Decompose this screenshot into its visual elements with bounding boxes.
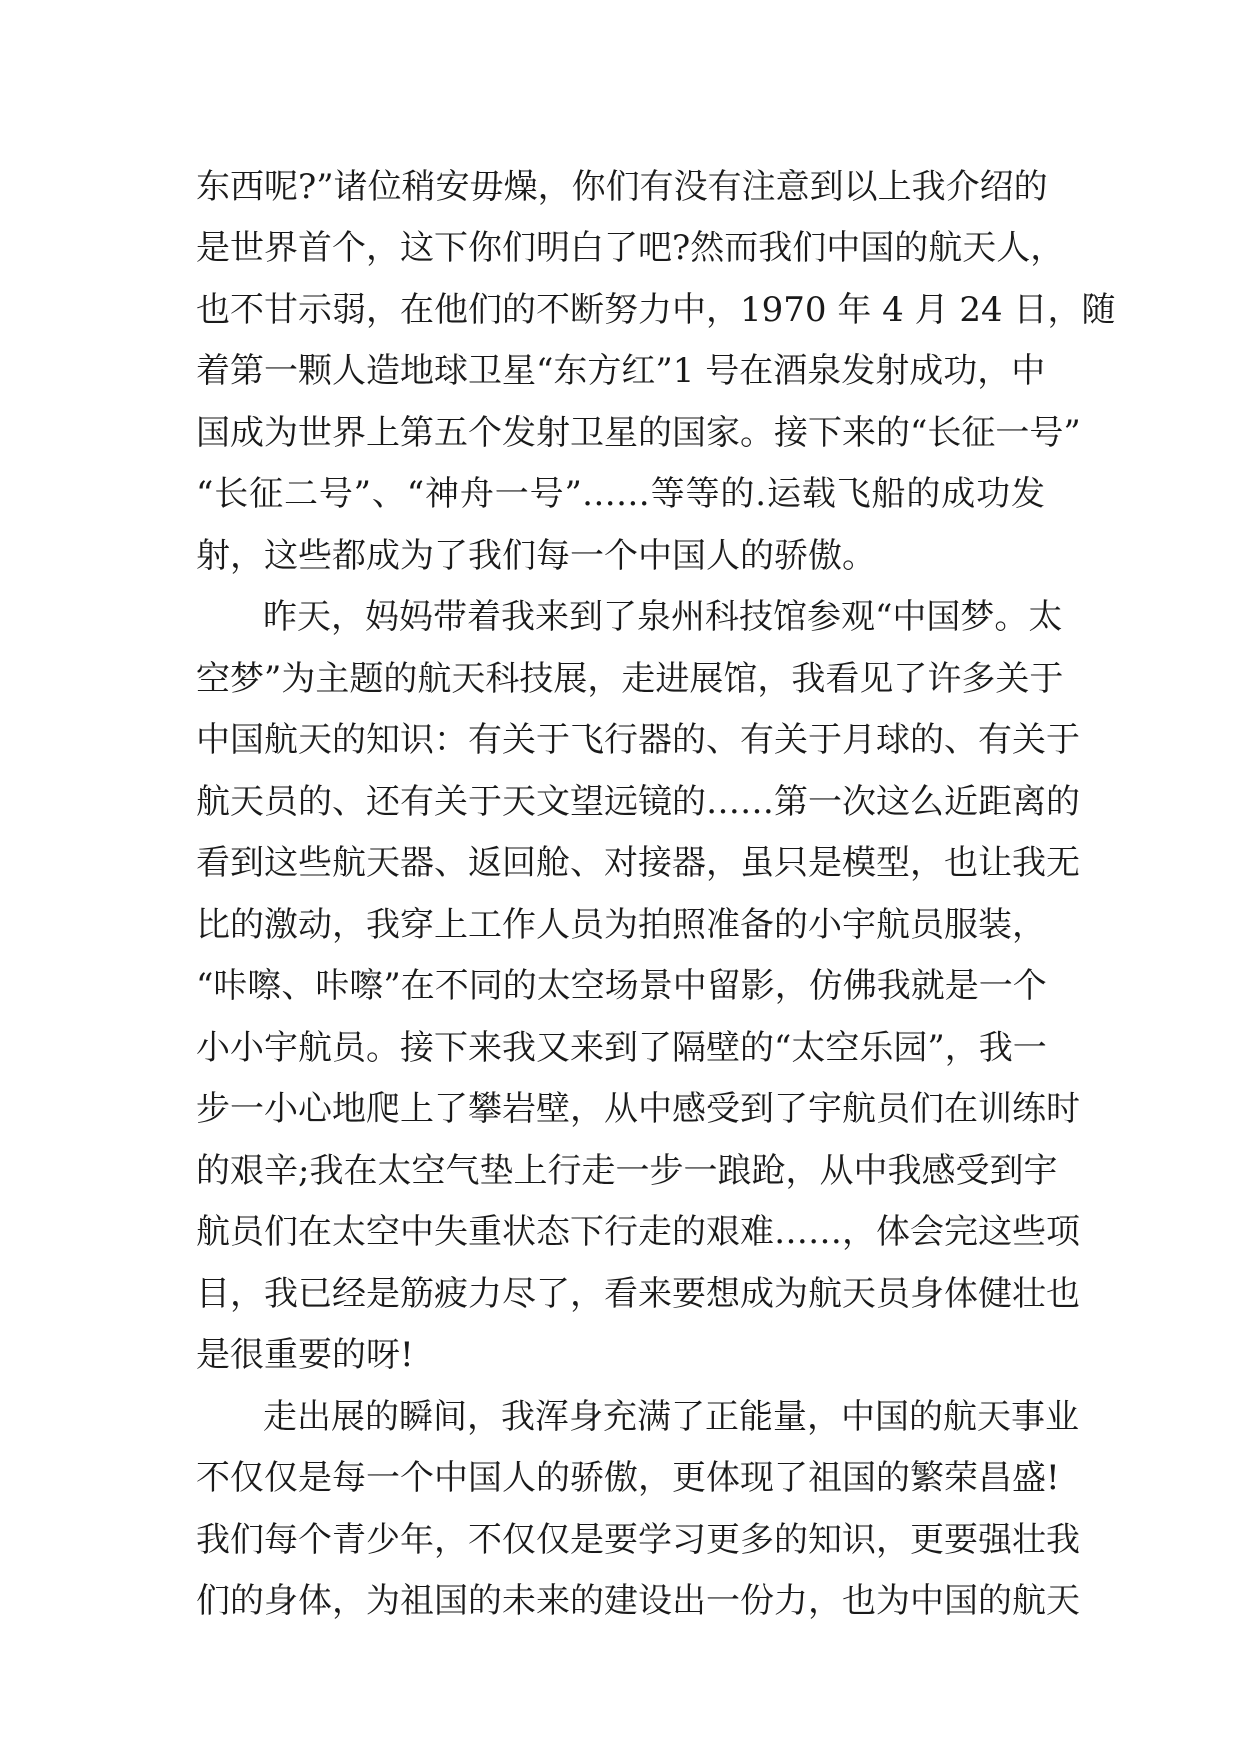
text-line: 航员们在太空中失重状态下行走的艰难……，体会完这些项 [196, 1212, 1080, 1252]
text-line: 看到这些航天器、返回舱、对接器，虽只是模型，也让我无 [196, 843, 1080, 883]
text-line: 小小宇航员。接下来我又来到了隔壁的“太空乐园”，我一 [196, 1028, 1047, 1068]
text-line: 中国航天的知识：有关于飞行器的、有关于月球的、有关于 [196, 720, 1080, 760]
text-line: 的艰辛;我在太空气垫上行走一步一踉跄，从中我感受到宇 [196, 1151, 1058, 1191]
text-line: 我们每个青少年，不仅仅是要学习更多的知识，更要强壮我 [196, 1520, 1080, 1560]
text-line: 航天员的、还有关于天文望远镜的……第一次这么近距离的 [196, 782, 1080, 822]
text-line: 目，我已经是筋疲力尽了，看来要想成为航天员身体健壮也 [196, 1274, 1080, 1314]
text-line: 射，这些都成为了我们每一个中国人的骄傲。 [196, 536, 876, 576]
text-line: “长征二号”、“神舟一号”……等等的.运载飞船的成功发 [196, 474, 1045, 514]
text-line: 们的身体，为祖国的未来的建设出一份力，也为中国的航天 [196, 1581, 1080, 1621]
text-line: 空梦”为主题的航天科技展，走进展馆，我看见了许多关于 [196, 659, 1064, 699]
paragraph-first-line: 走出展的瞬间，我浑身充满了正能量，中国的航天事业 [263, 1397, 1079, 1437]
text-line: “咔嚓、咔嚓”在不同的太空场景中留影，仿佛我就是一个 [196, 966, 1047, 1006]
text-line: 不仅仅是每一个中国人的骄傲，更体现了祖国的繁荣昌盛! [196, 1458, 1060, 1498]
text-line: 着第一颗人造地球卫星“东方红”1 号在酒泉发射成功，中 [196, 351, 1046, 391]
text-line: 国成为世界上第五个发射卫星的国家。接下来的“长征一号” [196, 413, 1081, 453]
text-line: 是世界首个，这下你们明白了吧?然而我们中国的航天人， [196, 228, 1065, 268]
text-line: 比的激动，我穿上工作人员为拍照准备的小宇航员服装， [196, 905, 1046, 945]
text-line: 是很重要的呀! [196, 1335, 414, 1375]
paragraph-first-line: 昨天，妈妈带着我来到了泉州科技馆参观“中国梦。太 [263, 597, 1063, 637]
text-line: 步一小心地爬上了攀岩壁，从中感受到了宇航员们在训练时 [196, 1089, 1080, 1129]
text-line: 东西呢?”诸位稍安毋燥，你们有没有注意到以上我介绍的 [196, 167, 1048, 207]
text-line: 也不甘示弱，在他们的不断努力中，1970 年 4 月 24 日，随 [196, 290, 1116, 330]
